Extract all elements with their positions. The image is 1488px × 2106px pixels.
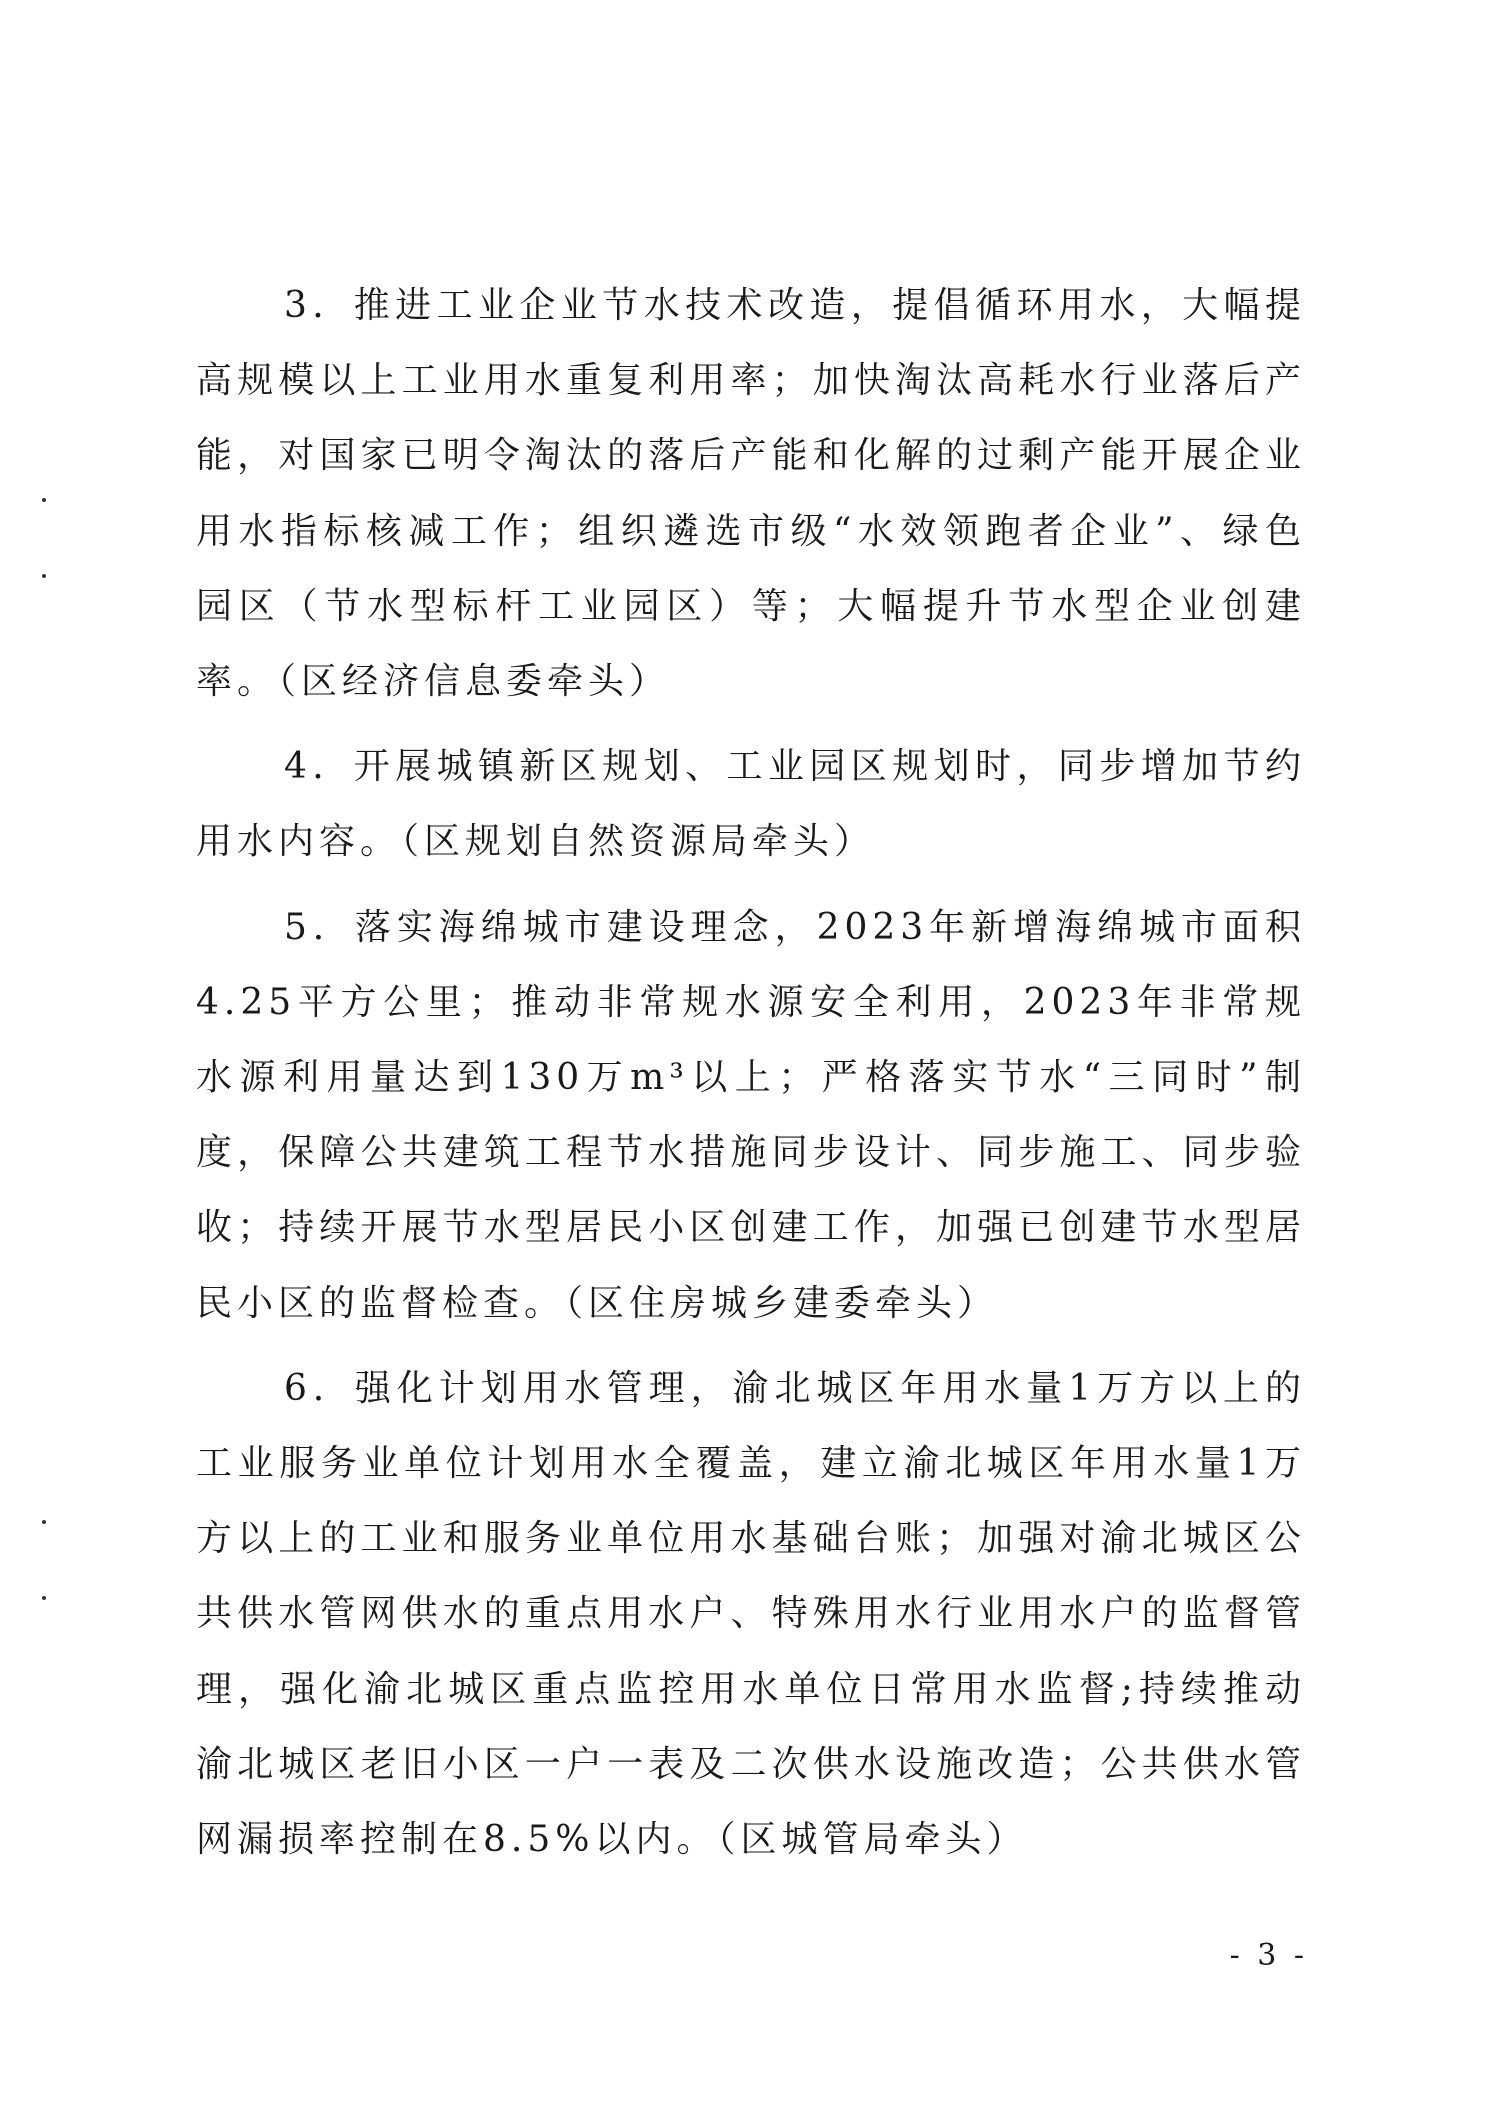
page-number: - 3 - xyxy=(1229,1938,1308,1973)
scan-artifact xyxy=(42,574,46,578)
paragraph-6: 6．强化计划用水管理，渝北城区年用水量1万方以上的工业服务业单位计划用水全覆盖，建立渝北城区年用水量1万方以上的工业和服务业单位用水基础台账；加强对渝北城区公共供水管网供水的重点用水户、特殊用水行业用水户的监督管理，强化渝北城区重点监控用水单位日常用水监督;持续推动渝北城区老旧小区一户一表及二次供水设施改造；公共供水管网漏损率控制在8.5%以内。（区城管局牵头） xyxy=(196,1367,1306,1861)
document-body xyxy=(196,268,1306,1887)
scan-artifact xyxy=(42,498,46,502)
paragraph-3: 3．推进工业企业节水技术改造，提倡循环用水，大幅提高规模以上工业用水重复利用率；加快淘汰高耗水行业落后产能，对国家已明令淘汰的落后产能和化解的过剩产能开展企业用水指标核减工作；组织遴选市级“水效领跑者企业”、绿色园区（节水型标杆工业园区）等；大幅提升节水型企业创建率。（区经济信息委牵头） xyxy=(196,285,1306,703)
paragraph-4: 4．开展城镇新区规划、工业园区规划时，同步增加节约用水内容。（区规划自然资源局牵头） xyxy=(196,746,1306,863)
scan-artifact xyxy=(42,1596,46,1600)
paragraph-5: 5．落实海绵城市建设理念，2023年新增海绵城市面积4.25平方公里；推动非常规水源安全利用，2023年非常规水源利用量达到130万m³以上；严格落实节水“三同时”制度，保障公共建筑工程节水措施同步设计、同步施工、同步验收；持续开展节水型居民小区创建工作，加强已创建节水型居民小区的监督检查。（区住房城乡建委牵头） xyxy=(196,906,1306,1324)
scan-artifact xyxy=(42,1520,46,1524)
